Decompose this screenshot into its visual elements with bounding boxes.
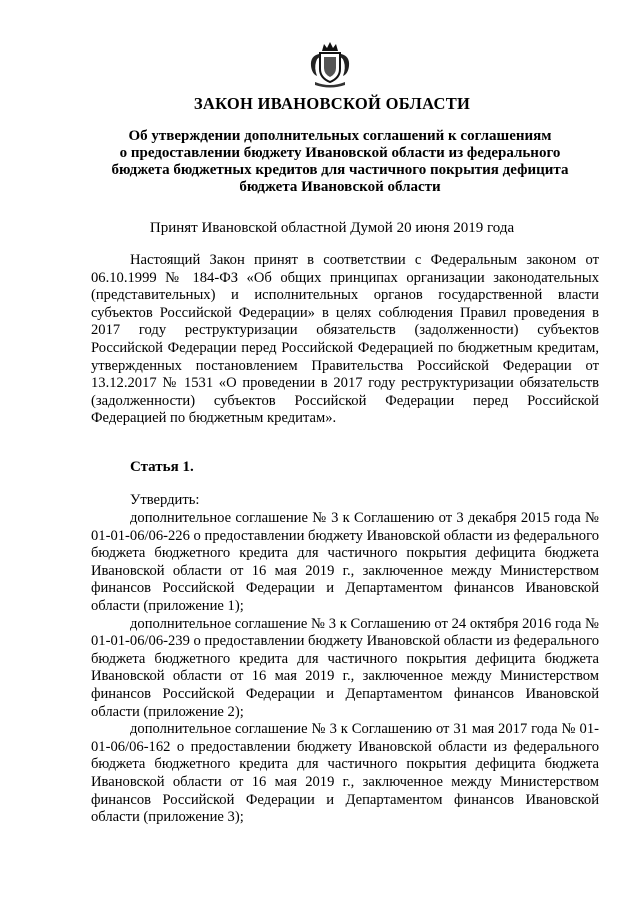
- agreement-item: дополнительное соглашение № 3 к Соглашению от 24 октября 2016 года № 01-01-06/06-239 о предоставлении бюджету Ивановской области из федерального бюджета бюджетного кредита для частичного покрытия дефицита бюджета Ивановской области от 16 мая 2019 г., заключенное между Министерством финансов Российской Федерации и Департаментом финансов Ивановской области (приложение 2);: [91, 615, 599, 720]
- adoption-line: Принят Ивановской областной Думой 20 июня 2019 года: [149, 220, 515, 236]
- law-subtitle: [90, 128, 590, 196]
- article-1-items: [91, 510, 599, 827]
- coat-of-arms-icon: [305, 40, 355, 90]
- subtitle-line: бюджета Ивановской области: [239, 179, 441, 195]
- subtitle-line: бюджета бюджетных кредитов для частичного покрытия дефицита: [111, 162, 569, 178]
- agreement-item: дополнительное соглашение № 3 к Соглашению от 31 мая 2017 года № 01-01-06/06-162 о предоставлении бюджету Ивановской области из федерального бюджета бюджетного кредита для частичного покрытия дефицита бюджета Ивановской области от 16 мая 2019 г., заключенное между Министерством финансов Российской Федерации и Департаментом финансов Ивановской области (приложение 3);: [91, 721, 599, 826]
- agreement-item: дополнительное соглашение № 3 к Соглашению от 3 декабря 2015 года № 01-01-06/06-226 о предоставлении бюджету Ивановской области из федерального бюджета бюджетного кредита для частичного покрытия дефицита бюджета Ивановской области от 16 мая 2019 г., заключенное между Министерством финансов Российской Федерации и Департаментом финансов Ивановской области (приложение 1);: [91, 510, 599, 614]
- article-1-intro: Утвердить:: [130, 492, 200, 508]
- subtitle-line: Об утверждении дополнительных соглашений к соглашениям: [128, 128, 552, 144]
- subtitle-line: о предоставлении бюджету Ивановской области из федерального: [119, 145, 561, 161]
- law-title: ЗАКОН ИВАНОВСКОЙ ОБЛАСТИ: [193, 94, 471, 113]
- preamble-paragraph: Настоящий Закон принят в соответствии с Федеральным законом от 06.10.1999 № 184-ФЗ «Об общих принципах организации законодательных (представительных) и исполнительных органов государственной власти субъектов Российской Федерации» в целях соблюдения Правил проведения в 2017 году реструктуризации обязательств (задолженности) субъектов Российской Федерации перед Российской Федерацией по бюджетным кредитам, утвержденных постановлением Правительства Российской Федерации от 13.12.2017 № 1531 «О проведении в 2017 году реструктуризации обязательств (задолженности) субъектов Российской Федерации перед Российской Федерацией по бюджетным кредитам».: [91, 252, 599, 427]
- article-1-heading: Статья 1.: [130, 459, 194, 475]
